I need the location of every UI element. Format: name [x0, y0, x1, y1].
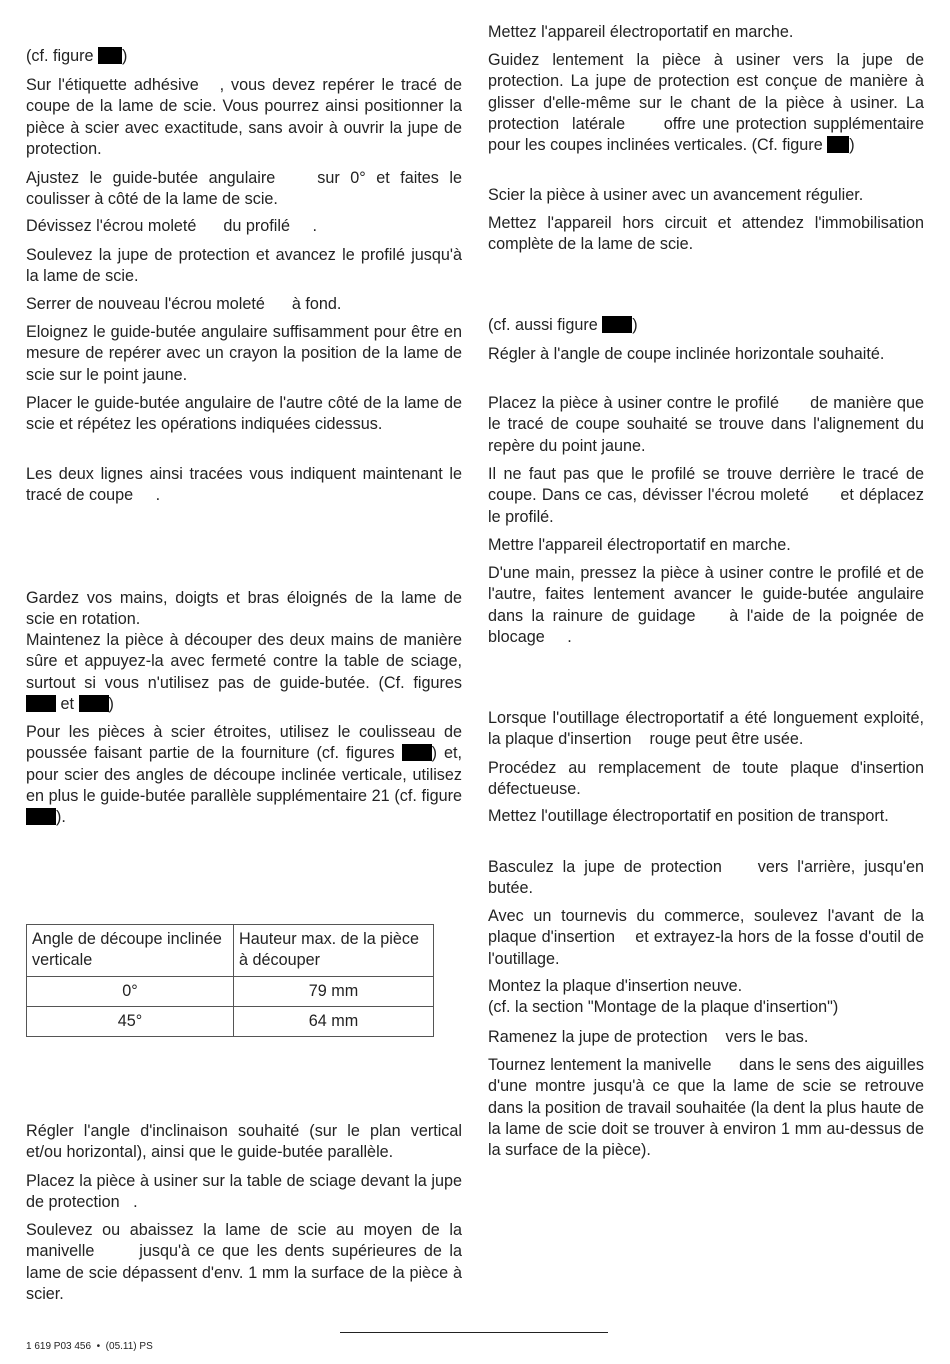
- figure-number-redacted: [26, 695, 56, 712]
- figure-number-redacted: [79, 695, 109, 712]
- table-row: [27, 976, 434, 1006]
- table-cell: 79 mm: [234, 976, 434, 1006]
- paragraph: Régler l'angle d'inclinaison souhaité (sur le plan vertical et/ou horizontal), ainsi que le guide-butée parallèle.: [26, 1122, 462, 1162]
- figure-number-redacted: [26, 808, 56, 825]
- paragraph: Mettez l'appareil électroportatif en marche.: [488, 23, 794, 41]
- paragraph: Ajustez le guide-butée angulaire sur 0° et faites le coulisser à côté de la lame de scie.: [26, 169, 467, 209]
- paragraph: Avec un tournevis du commerce, soulevez l'avant de la plaque d'insertion et extrayez-la hors de la fosse d'outil de l'outillage.: [488, 907, 929, 968]
- paragraph: Soulevez la jupe de protection et avancez le profilé jusqu'à la lame de scie.: [26, 246, 462, 286]
- paragraph: Soulevez ou abaissez la lame de scie au moyen de la manivelle jusqu'à ce que les dents supérieures de la lame de scie dépassent d'env. 1 mm la surface de la pièce à scier.: [26, 1221, 467, 1303]
- paragraph: Il ne faut pas que le profilé se trouve derrière le tracé de coupe. Dans ce cas, dévisser l'écrou moleté et déplacez le profilé.: [488, 465, 929, 526]
- paragraph: Mettez l'appareil hors circuit et attendez l'immobilisation complète de la lame de scie.: [488, 214, 924, 254]
- paragraph: Scier la pièce à usiner avec un avancement régulier.: [488, 186, 864, 204]
- paragraph: Mettez l'outillage électroportatif en position de transport.: [488, 807, 889, 825]
- table-header-cell: Hauteur max. de la pièce à découper: [234, 925, 434, 977]
- paragraph-line: (cf. la section "Montage de la plaque d'insertion"): [488, 998, 839, 1017]
- table-header-row: [27, 925, 434, 977]
- paragraph: Dévissez l'écrou moleté du profilé .: [26, 217, 317, 235]
- footer-divider: [340, 1332, 608, 1333]
- paragraph: Tournez lentement la manivelle dans le sens des aiguilles d'une montre jusqu'à ce que la lame de scie se retrouve dans la position de travail souhaitée (la dent la plus haute de la lame de scie doit se trouver à environ 1 mm au-dessus de la surface de la pièce).: [488, 1056, 929, 1160]
- paragraph: Pour les pièces à scier étroites, utilisez le coulisseau de poussée faisant partie de la fourniture (cf. figures ) et, pour scier des angles de découpe inclinée verticale, utilisez en plus le guide-butée parallèle supplémentaire 21 (cf. figure ).: [26, 723, 462, 827]
- table-cell: 64 mm: [234, 1006, 434, 1036]
- cutting-height-table: [26, 924, 434, 1037]
- paragraph: Lorsque l'outillage électroportatif a été longuement exploité, la plaque d'insertion rouge peut être usée.: [488, 709, 929, 749]
- paragraph: Placez la pièce à usiner sur la table de sciage devant la jupe de protection .: [26, 1172, 467, 1212]
- figure-reference: (cf. figure ): [26, 47, 128, 65]
- paragraph: Basculez la jupe de protection vers l'arrière, jusqu'en butée.: [488, 858, 929, 898]
- paragraph: Régler à l'angle de coupe inclinée horizontale souhaité.: [488, 345, 885, 363]
- figure-reference: (cf. aussi figure ): [488, 316, 638, 334]
- figure-number-redacted: [98, 47, 122, 64]
- paragraph-line: Montez la plaque d'insertion neuve.: [488, 977, 743, 995]
- paragraph: Guidez lentement la pièce à usiner vers la jupe de protection. La jupe de protection est conçue de manière à glisser d'elle-même sur le chant de la pièce à usiner. La protection latérale offre une protection supplémentaire pour les coupes inclinées verticales. (Cf. figure ): [488, 51, 929, 155]
- paragraph: Procédez au remplacement de toute plaque d'insertion défectueuse.: [488, 759, 924, 799]
- paragraph: Mettre l'appareil électroportatif en marche.: [488, 536, 791, 554]
- paragraph: Gardez vos mains, doigts et bras éloignés de la lame de scie en rotation.: [26, 589, 462, 629]
- paragraph: Les deux lignes ainsi tracées vous indiquent maintenant le tracé de coupe .: [26, 465, 467, 505]
- paragraph: Ramenez la jupe de protection vers le bas.: [488, 1028, 809, 1046]
- paragraph: Eloignez le guide-butée angulaire suffisamment pour être en mesure de repérer avec un crayon la position de la lame de scie sur le point jaune.: [26, 323, 462, 384]
- table-cell: 0°: [27, 976, 234, 1006]
- paragraph: Placez la pièce à usiner contre le profilé de manière que le tracé de coupe souhaité se trouve dans l'alignement du repère du point jaune.: [488, 394, 929, 455]
- document-code: 1 619 P03 456 • (05.11) PS: [26, 1341, 153, 1352]
- paragraph: Sur l'étiquette adhésive , vous devez repérer le tracé de coupe de la lame de scie. Vous pourrez ainsi positionner la pièce à scier avec exactitude, sans avoir à ouvrir la jupe de protection.: [26, 76, 467, 158]
- paragraph: Serrer de nouveau l'écrou moleté à fond.: [26, 295, 342, 313]
- paragraph: Maintenez la pièce à découper des deux mains de manière sûre et appuyez-la avec fermeté contre la table de sciage, surtout si vous n'utilisez pas de guide-butée. (Cf. figures et ): [26, 631, 462, 713]
- figure-number-redacted: [402, 744, 432, 761]
- paragraph: [488, 976, 924, 1019]
- paragraph: Placer le guide-butée angulaire de l'autre côté de la lame de scie et répétez les opérations indiquées cidessus.: [26, 394, 462, 434]
- figure-number-redacted: [827, 136, 849, 153]
- figure-number-redacted: [602, 316, 632, 333]
- table-cell: 45°: [27, 1006, 234, 1036]
- paragraph: D'une main, pressez la pièce à usiner contre le profilé et de l'autre, faites lentement avancer le guide-butée angulaire dans la rainure de guidage à l'aide de la poignée de blocage .: [488, 564, 929, 646]
- table-header-cell: Angle de découpe inclinée verticale: [27, 925, 234, 977]
- table-row: [27, 1006, 434, 1036]
